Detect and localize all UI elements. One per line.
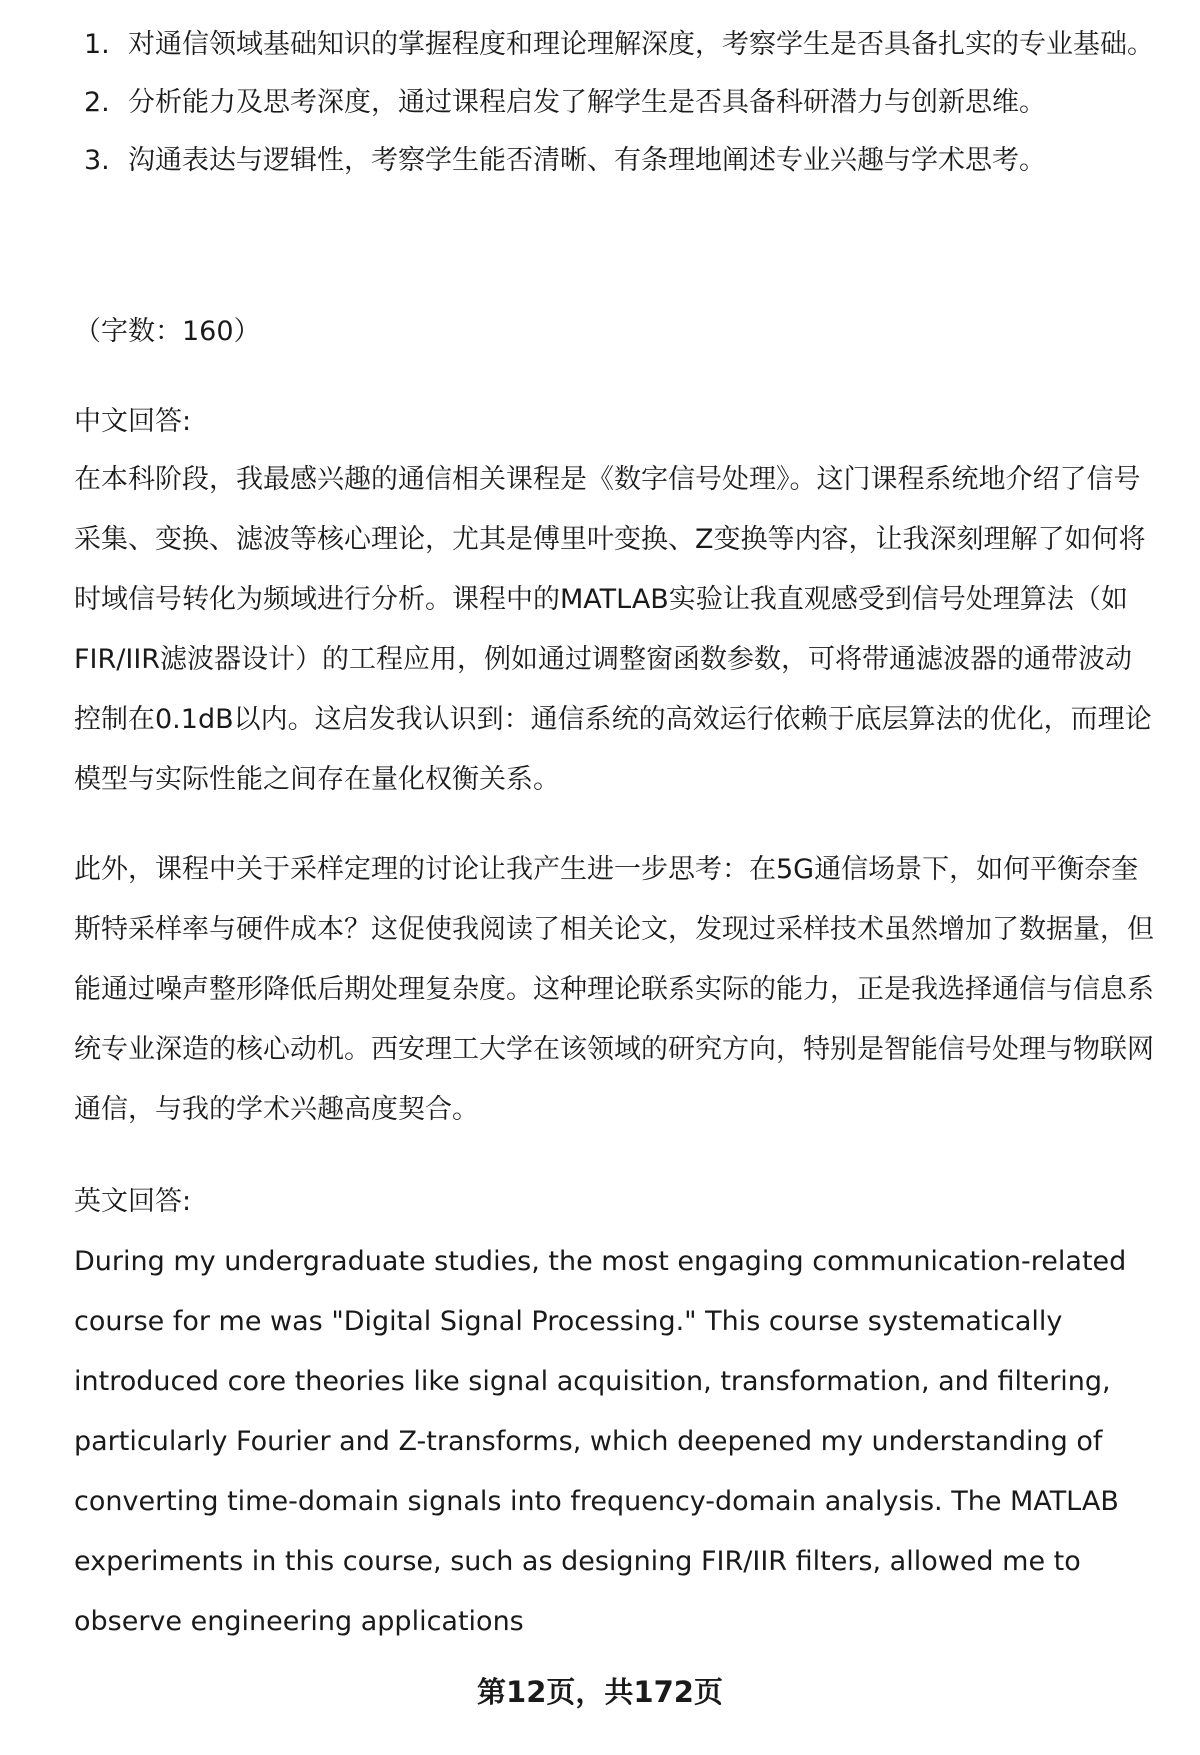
list-item (74, 16, 1154, 74)
list-text: 沟通表达与逻辑性，考察学生能否清晰、有条理地阐述专业兴趣与学术思考。 (128, 145, 1046, 176)
chinese-answer-paragraph-2: 此外，课程中关于采样定理的讨论让我产生进一步思考：在5G通信场景下，如何平衡奈奎斯特采样率与硬件成本？这促使我阅读了相关论文，发现过采样技术虽然增加了数据量，但能通过噪声整形降低后期处理复杂度。这种理论联系实际的能力，正是我选择通信与信息系统专业深造的核心动机。西安理工大学在该领域的研究方向，特别是智能信号处理与物联网通信，与我的学术兴趣高度契合。 (74, 854, 1154, 1125)
list-item (74, 74, 1154, 132)
word-count: （字数：160） (74, 316, 261, 347)
chinese-answer-paragraph-1: 在本科阶段，我最感兴趣的通信相关课程是《数字信号处理》。这门课程系统地介绍了信号采集、变换、滤波等核心理论，尤其是傅里叶变换、Z变换等内容，让我深刻理解了如何将时域信号转化为频域进行分析。课程中的MATLAB实验让我直观感受到信号处理算法（如FIR/IIR滤波器设计）的工程应用，例如通过调整窗函数参数，可将带通滤波器的通带波动控制在0.1dB以内。这启发我认识到：通信系统的高效运行依赖于底层算法的优化，而理论模型与实际性能之间存在量化权衡关系。 (74, 464, 1152, 795)
list-number: 1. (84, 29, 110, 60)
list-number: 2. (84, 87, 110, 118)
list-text: 分析能力及思考深度，通过课程启发了解学生是否具备科研潜力与创新思维。 (128, 87, 1046, 118)
criteria-list (74, 29, 1154, 190)
english-answer-paragraph: During my undergraduate studies, the most engaging communication-related course for me was "Digital Signal Processing." This course systematically introduced core theories like signal acquisition, transformation, and filtering, particularly Fourier and Z-transforms, which deepened my understanding of converting time-domain signals into frequency-domain analysis. The MATLAB experiments in this course, such as designing FIR/IIR filters, allowed me to observe engineering applications (74, 1246, 1127, 1637)
list-number: 3. (84, 145, 110, 176)
page-footer: 第12页，共172页 (477, 1675, 723, 1709)
list-text: 对通信领域基础知识的掌握程度和理论理解深度，考察学生是否具备扎实的专业基础。 (128, 29, 1154, 60)
chinese-answer-label: 中文回答: (74, 406, 192, 437)
english-answer-label: 英文回答: (74, 1186, 192, 1217)
list-item (74, 132, 1154, 190)
